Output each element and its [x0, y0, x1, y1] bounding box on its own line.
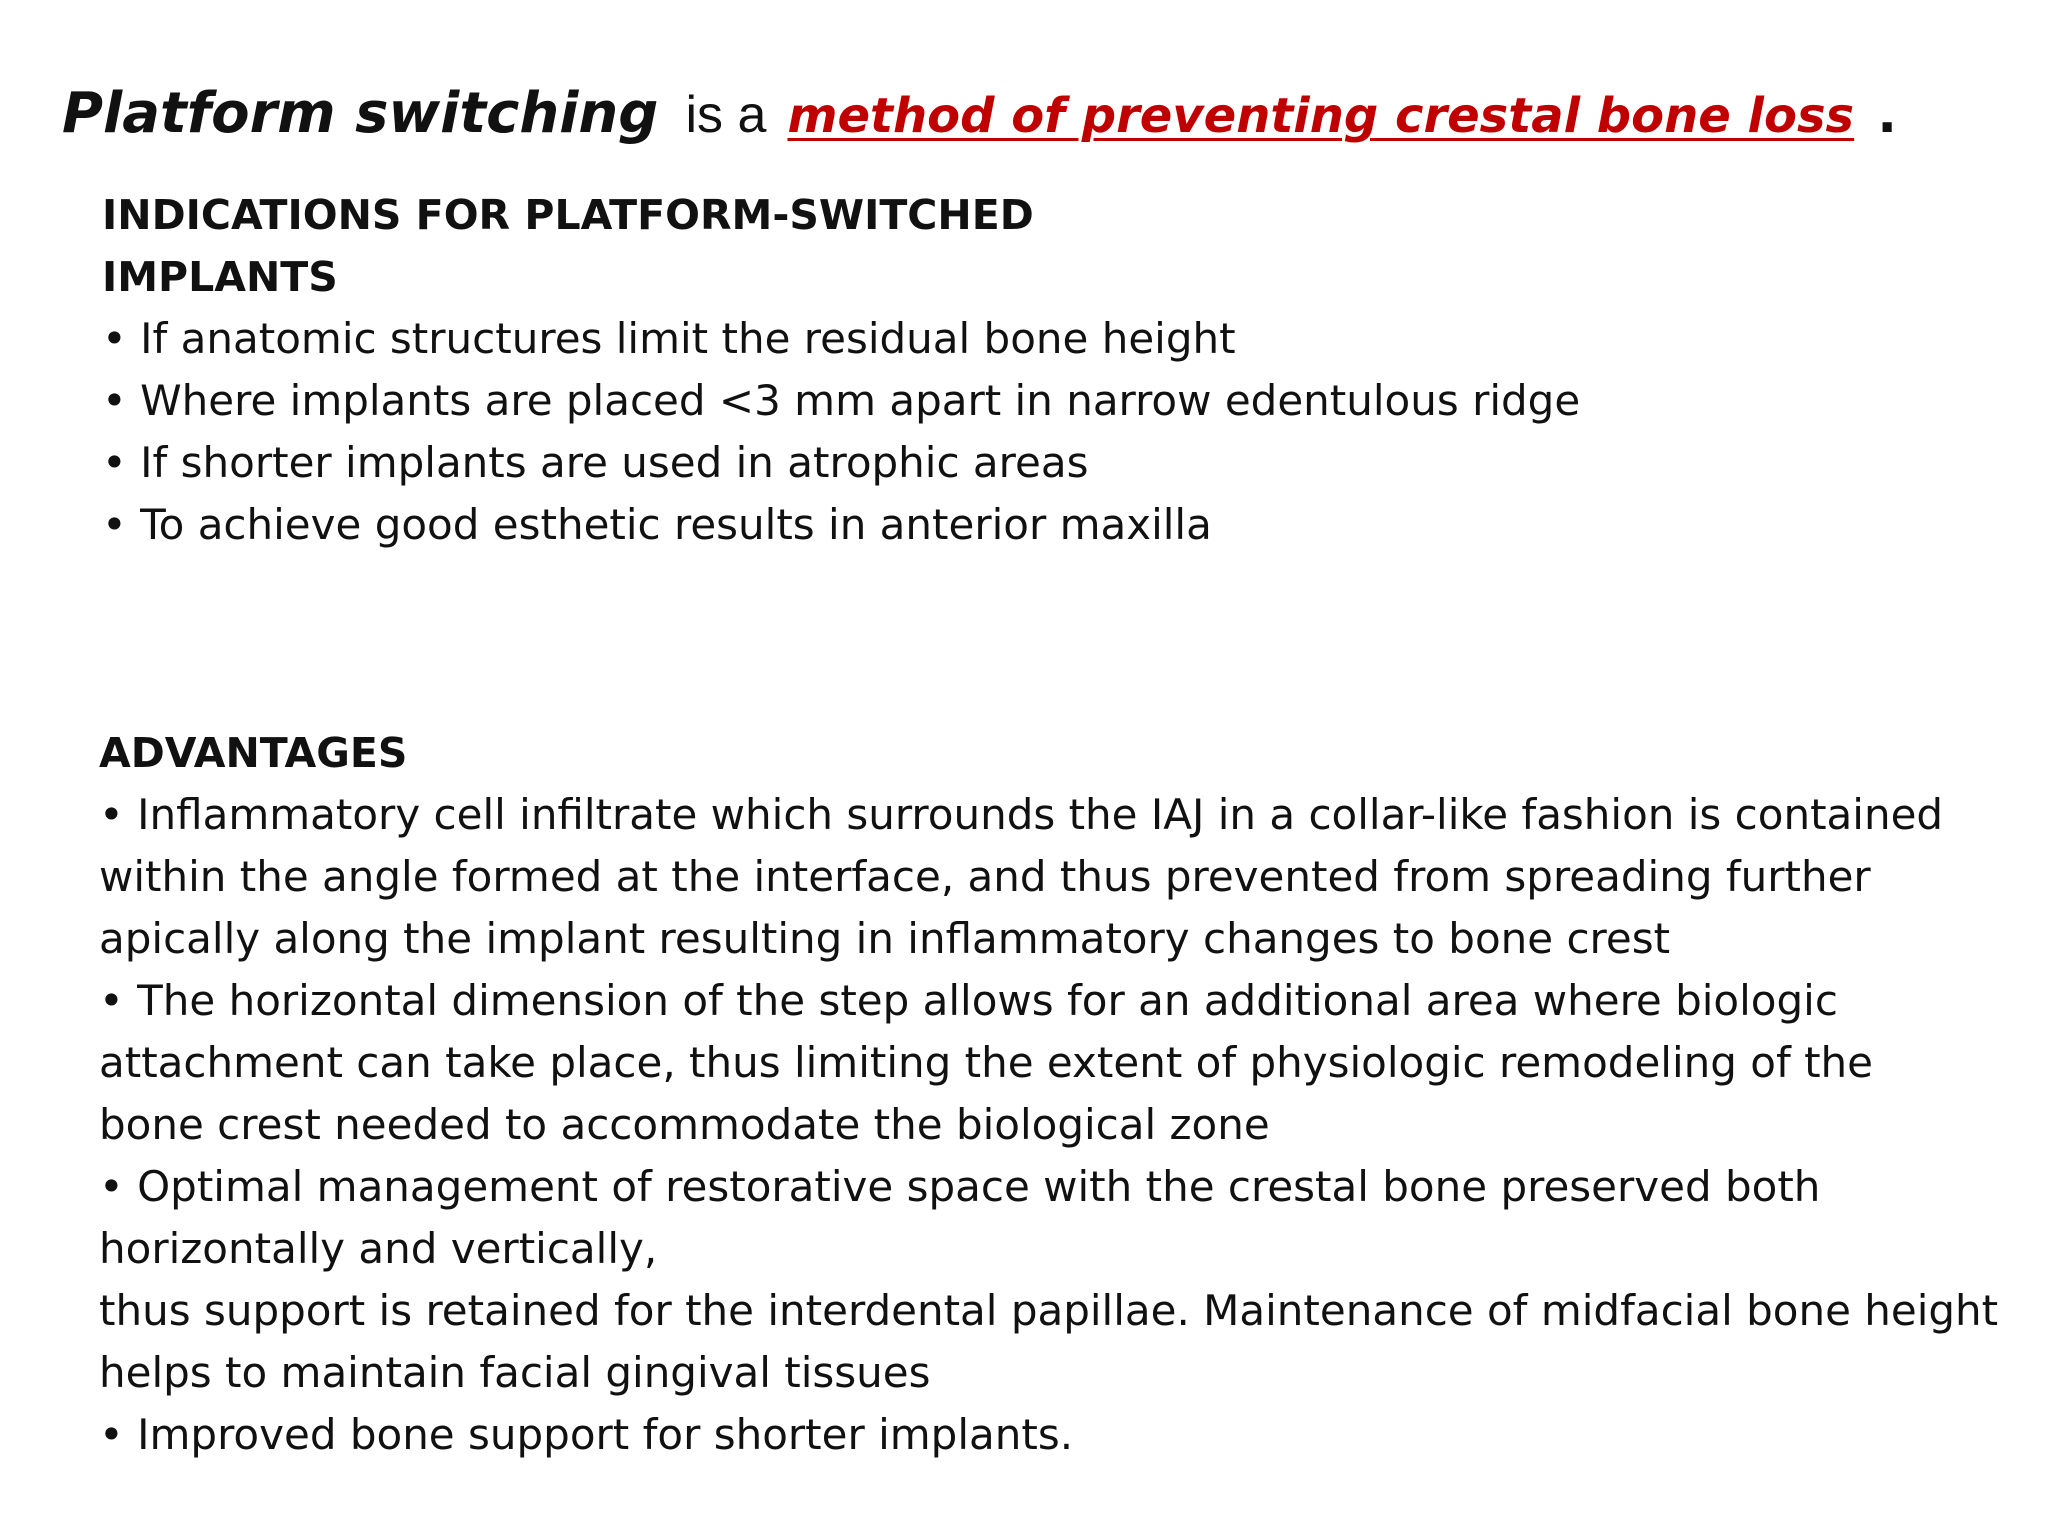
title-connector: is a [685, 86, 767, 144]
title-period: . [1877, 85, 1897, 145]
advantages-line: • The horizontal dimension of the step allows for an additional area where biologic [99, 976, 1838, 1025]
advantages-line: horizontally and vertically, [99, 1224, 658, 1273]
indications-section [102, 184, 1802, 556]
indication-item: • If shorter implants are used in atrophic areas [102, 438, 1089, 487]
slide-title [62, 78, 1962, 163]
advantages-line: apically along the implant resulting in inflammatory changes to bone crest [99, 914, 1671, 963]
title-definition: method of preventing crestal bone loss [787, 88, 1855, 144]
advantages-line: • Inflammatory cell infiltrate which surrounds the IAJ in a collar-like fashion is contained [99, 790, 1944, 839]
indications-heading-line2: IMPLANTS [102, 253, 338, 301]
indication-item: • Where implants are placed <3 mm apart in narrow edentulous ridge [102, 376, 1581, 425]
advantages-line: within the angle formed at the interface, and thus prevented from spreading further [99, 852, 1871, 901]
advantages-section [99, 722, 2019, 1466]
indication-item: • If anatomic structures limit the residual bone height [102, 314, 1236, 363]
advantages-line: • Optimal management of restorative space with the crestal bone preserved both [99, 1162, 1821, 1211]
advantages-line: thus support is retained for the interdental papillae. Maintenance of midfacial bone height [99, 1286, 1999, 1335]
advantages-line: helps to maintain facial gingival tissues [99, 1348, 931, 1397]
advantages-line: attachment can take place, thus limiting the extent of physiologic remodeling of the [99, 1038, 1874, 1087]
advantages-line: bone crest needed to accommodate the biological zone [99, 1100, 1270, 1149]
indications-heading-line1: INDICATIONS FOR PLATFORM-SWITCHED [102, 191, 1034, 239]
indication-item: • To achieve good esthetic results in anterior maxilla [102, 500, 1212, 549]
title-term: Platform switching [62, 81, 659, 146]
advantages-line: • Improved bone support for shorter implants. [99, 1410, 1074, 1459]
advantages-heading: ADVANTAGES [99, 729, 408, 777]
